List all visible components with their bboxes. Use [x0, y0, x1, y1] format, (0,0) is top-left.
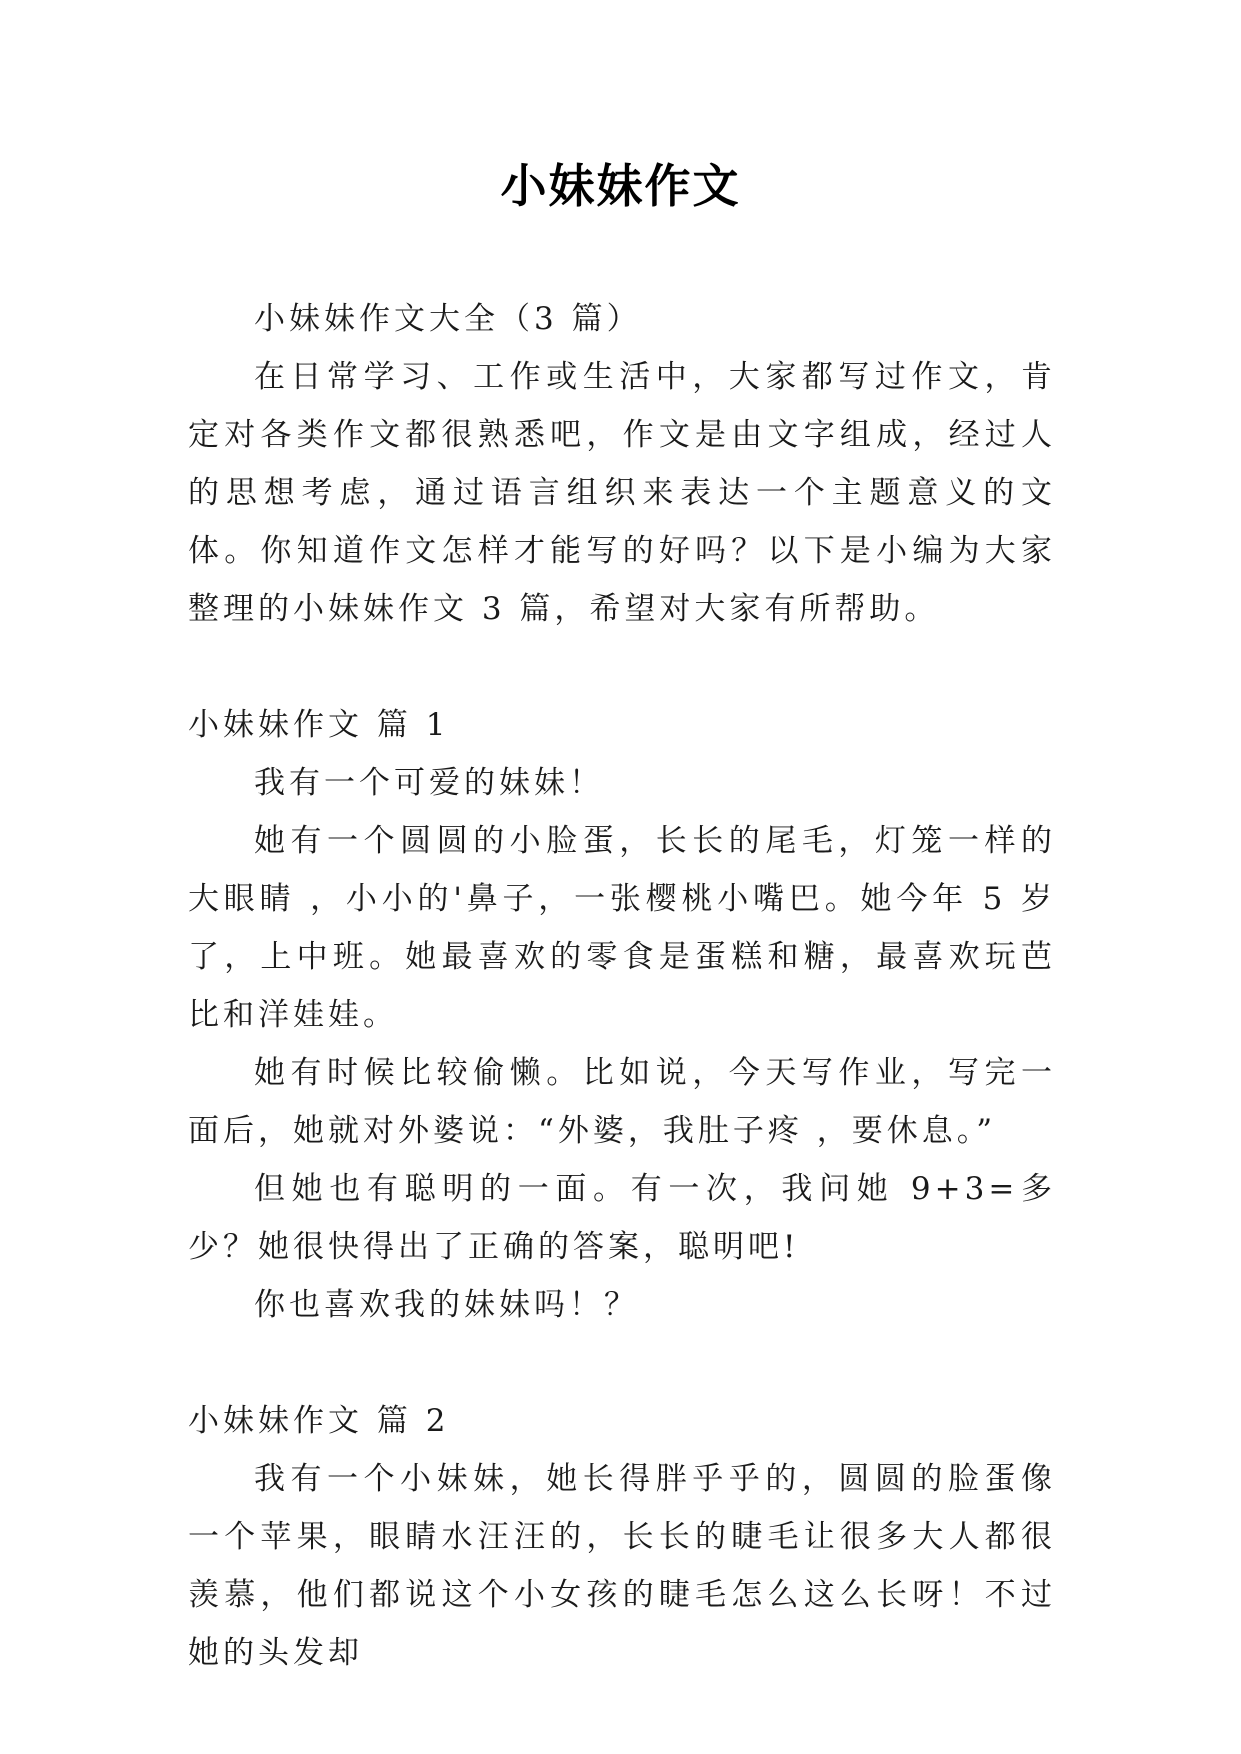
- section-1-paragraph-5: 你也喜欢我的妹妹吗！？: [254, 1287, 639, 1323]
- section-spacer: [188, 1334, 1056, 1392]
- intro-paragraph: 在日常学习、工作或生活中，大家都写过作文，肯定对各类作文都很熟悉吧，作文是由文字组成，经过人的思想考虑，通过语言组织来表达一个主题意义的文体。你知道作文怎样才能写的好吗？以下是小编为大家整理的小妹妹作文 3 篇，希望对大家有所帮助。: [188, 359, 1056, 627]
- section-2-paragraph-1: 我有一个小妹妹，她长得胖乎乎的，圆圆的脸蛋像一个苹果，眼睛水汪汪的，长长的睫毛让很多大人都很羡慕，他们都说这个小女孩的睫毛怎么这么长呀！不过她的头发却: [188, 1461, 1056, 1671]
- section-heading-2: 小妹妹作文 篇 2: [188, 1403, 450, 1439]
- section-spacer: [188, 638, 1056, 696]
- section-heading-1: 小妹妹作文 篇 1: [188, 707, 450, 743]
- section-1-paragraph-1: 我有一个可爱的妹妹！: [254, 765, 604, 801]
- section-1-paragraph-4: 但她也有聪明的一面。有一次，我问她 9+3=多少？她很快得出了正确的答案，聪明吧!: [188, 1171, 1056, 1265]
- document-subtitle: 小妹妹作文大全（3 篇）: [254, 301, 642, 337]
- section-1-paragraph-2: 她有一个圆圆的小脸蛋，长长的尾毛，灯笼一样的大眼睛 ，小小的'鼻子，一张樱桃小嘴巴。她今年 5 岁了，上中班。她最喜欢的零食是蛋糕和糖，最喜欢玩芭比和洋娃娃。: [188, 823, 1056, 1033]
- document-body: [188, 290, 1056, 1682]
- document-title: 小妹妹作文: [500, 159, 741, 213]
- section-1-paragraph-3: 她有时候比较偷懒。比如说，今天写作业，写完一面后，她就对外婆说：“外婆，我肚子疼 ，要休息。”: [188, 1055, 1056, 1149]
